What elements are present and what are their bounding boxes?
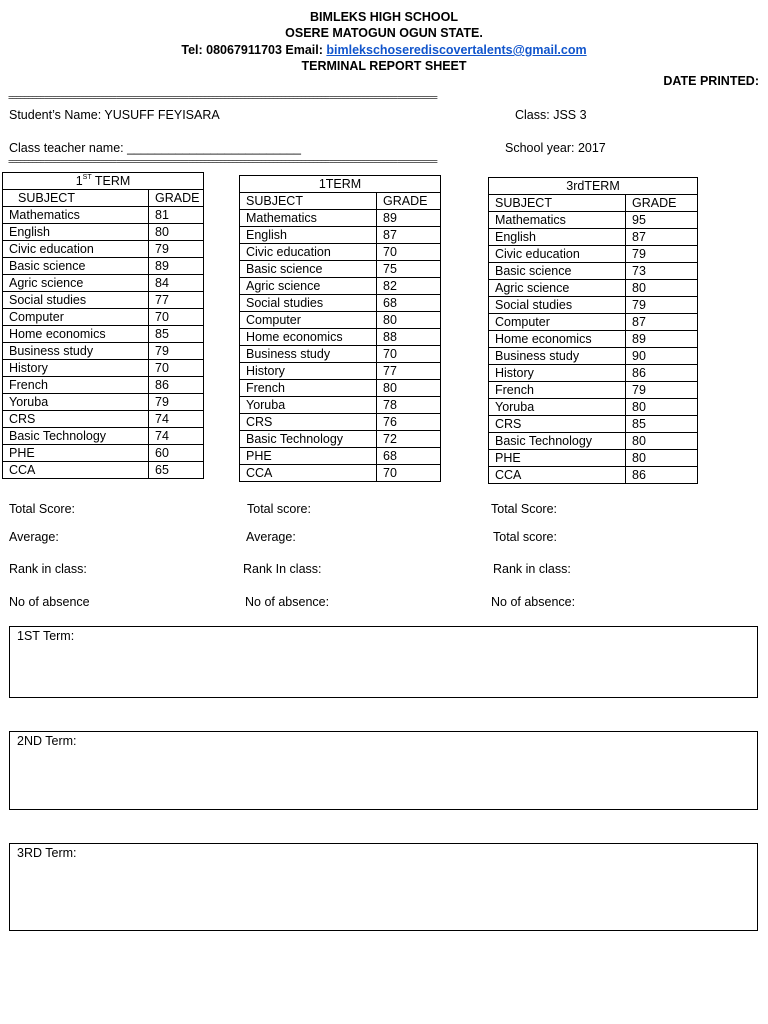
grade-cell: 95 <box>626 212 698 229</box>
subject-cell: Basic science <box>489 263 626 280</box>
grade-cell: 89 <box>377 210 441 227</box>
table-row <box>240 312 441 329</box>
subject-cell: English <box>3 224 149 241</box>
grade-cell: 79 <box>149 241 204 258</box>
student-name: Student’s Name: YUSUFF FEYISARA <box>9 108 220 122</box>
subject-cell: CRS <box>240 414 377 431</box>
subject-cell: Business study <box>489 348 626 365</box>
table-row <box>489 399 698 416</box>
first-term-grades-table <box>2 172 204 479</box>
subject-cell: Business study <box>3 343 149 360</box>
table-row <box>489 263 698 280</box>
subject-cell: Mathematics <box>240 210 377 227</box>
grade-cell: 89 <box>626 331 698 348</box>
table-row <box>3 394 204 411</box>
term-title <box>3 173 204 190</box>
table-row <box>489 433 698 450</box>
table-row <box>489 348 698 365</box>
subject-cell: Computer <box>240 312 377 329</box>
grade-cell: 60 <box>149 445 204 462</box>
subject-cell: History <box>489 365 626 382</box>
grade-cell: 80 <box>377 380 441 397</box>
table-row <box>240 414 441 431</box>
table-row <box>3 445 204 462</box>
school-year: School year: 2017 <box>505 141 606 155</box>
subject-cell: Civic education <box>3 241 149 258</box>
sheet-title: TERMINAL REPORT SHEET <box>301 59 467 73</box>
term2-absence: No of absence: <box>245 595 330 609</box>
table-row <box>240 346 441 363</box>
subject-cell: PHE <box>240 448 377 465</box>
term2-total-score: Total score: <box>247 502 311 516</box>
subject-cell: Basic science <box>3 258 149 275</box>
subject-cell: CCA <box>489 467 626 484</box>
grade-column-header: GRADE <box>626 195 698 212</box>
table-row <box>240 329 441 346</box>
grade-cell: 87 <box>377 227 441 244</box>
subject-column-header: SUBJECT <box>240 193 377 210</box>
first-term-comment-box[interactable] <box>9 626 758 698</box>
subject-cell: Agric science <box>3 275 149 292</box>
table-row <box>3 343 204 360</box>
contact-line <box>0 42 768 58</box>
grade-cell: 73 <box>626 263 698 280</box>
subject-cell: Social studies <box>3 292 149 309</box>
class-label: Class: JSS 3 <box>515 108 587 122</box>
subject-cell: CCA <box>240 465 377 482</box>
table-row <box>240 397 441 414</box>
table-row <box>3 360 204 377</box>
table-row <box>240 244 441 261</box>
subject-cell: Social studies <box>489 297 626 314</box>
second-term-comment-label: 2ND Term: <box>17 734 77 748</box>
table-row <box>489 365 698 382</box>
subject-cell: Agric science <box>240 278 377 295</box>
table-row <box>489 314 698 331</box>
grade-cell: 80 <box>149 224 204 241</box>
grade-cell: 86 <box>626 365 698 382</box>
subject-cell: Mathematics <box>489 212 626 229</box>
grade-cell: 77 <box>149 292 204 309</box>
third-term-grades-table <box>488 177 698 484</box>
table-header-row <box>240 193 441 210</box>
subject-cell: Home economics <box>489 331 626 348</box>
table-row <box>489 331 698 348</box>
subject-cell: Business study <box>240 346 377 363</box>
grade-cell: 79 <box>149 343 204 360</box>
grade-cell: 79 <box>626 297 698 314</box>
subject-cell: PHE <box>3 445 149 462</box>
table-row <box>3 292 204 309</box>
grade-cell: 87 <box>626 229 698 246</box>
term-title-rest: TERM <box>91 173 131 188</box>
table-row <box>489 212 698 229</box>
grade-cell: 68 <box>377 448 441 465</box>
school-name: BIMLEKS HIGH SCHOOL <box>310 10 458 24</box>
term2-average: Average: <box>246 530 296 544</box>
table-row <box>3 258 204 275</box>
table-row <box>240 295 441 312</box>
subject-cell: CRS <box>489 416 626 433</box>
term-title <box>240 176 441 193</box>
subject-cell: Yoruba <box>3 394 149 411</box>
grade-cell: 65 <box>149 462 204 479</box>
grade-cell: 75 <box>377 261 441 278</box>
subject-column-header: SUBJECT <box>489 195 626 212</box>
subject-cell: CRS <box>3 411 149 428</box>
table-row <box>489 246 698 263</box>
table-row <box>489 382 698 399</box>
subject-cell: Agric science <box>489 280 626 297</box>
term-title <box>489 178 698 195</box>
table-row <box>3 377 204 394</box>
grade-cell: 72 <box>377 431 441 448</box>
subject-cell: Yoruba <box>240 397 377 414</box>
subject-cell: Basic Technology <box>240 431 377 448</box>
grade-cell: 88 <box>377 329 441 346</box>
grade-cell: 82 <box>377 278 441 295</box>
table-row <box>489 229 698 246</box>
term3-absence: No of absence: <box>491 595 576 609</box>
term-title-main: 3rdTERM <box>566 178 620 193</box>
grade-cell: 85 <box>149 326 204 343</box>
grade-column-header: GRADE <box>377 193 441 210</box>
grade-cell: 70 <box>149 360 204 377</box>
class-teacher-name: Class teacher name: _________________________ <box>9 141 301 155</box>
email-link[interactable]: bimlekschoserediscovertalents@gmail.com <box>326 43 587 57</box>
grade-cell: 79 <box>626 382 698 399</box>
term2-rank: Rank In class: <box>243 562 322 576</box>
subject-cell: Home economics <box>240 329 377 346</box>
subject-cell: Social studies <box>240 295 377 312</box>
grade-cell: 77 <box>377 363 441 380</box>
term-title-main: 1TERM <box>318 176 362 191</box>
term3-rank: Rank in class: <box>493 562 571 576</box>
table-row <box>3 326 204 343</box>
table-row <box>489 450 698 467</box>
subject-cell: CCA <box>3 462 149 479</box>
table-row <box>3 428 204 445</box>
grade-cell: 70 <box>377 465 441 482</box>
term3-total-score-2: Total score: <box>493 530 557 544</box>
table-row <box>240 363 441 380</box>
table-row <box>240 227 441 244</box>
subject-cell: Basic Technology <box>3 428 149 445</box>
term-title-superscript: ST <box>82 173 92 181</box>
subject-cell: History <box>3 360 149 377</box>
contact-prefix: Tel: 08067911703 Email: <box>181 43 327 57</box>
subject-cell: English <box>489 229 626 246</box>
second-term-grades-table <box>239 175 441 482</box>
grade-cell: 80 <box>377 312 441 329</box>
grade-column-header: GRADE <box>149 190 204 207</box>
separator-bottom: =========================================================================================================== <box>8 158 437 166</box>
table-row <box>489 416 698 433</box>
table-row <box>3 411 204 428</box>
subject-cell: French <box>489 382 626 399</box>
table-row <box>240 278 441 295</box>
grade-cell: 68 <box>377 295 441 312</box>
subject-cell: English <box>240 227 377 244</box>
grade-cell: 85 <box>626 416 698 433</box>
subject-cell: Yoruba <box>489 399 626 416</box>
table-header-row <box>489 195 698 212</box>
grade-cell: 70 <box>377 346 441 363</box>
grade-cell: 78 <box>377 397 441 414</box>
third-term-comment-label: 3RD Term: <box>17 846 77 860</box>
table-row <box>489 467 698 484</box>
term-title-row <box>489 178 698 195</box>
subject-cell: Computer <box>3 309 149 326</box>
subject-cell: History <box>240 363 377 380</box>
table-row <box>489 280 698 297</box>
subject-column-header: SUBJECT <box>3 190 149 207</box>
grade-cell: 86 <box>626 467 698 484</box>
grade-cell: 80 <box>626 399 698 416</box>
subject-cell: Basic science <box>240 261 377 278</box>
grade-cell: 80 <box>626 280 698 297</box>
grade-cell: 70 <box>377 244 441 261</box>
table-row <box>3 241 204 258</box>
term-title-row <box>240 176 441 193</box>
school-address: OSERE MATOGUN OGUN STATE. <box>285 26 483 40</box>
first-term-comment-label: 1ST Term: <box>17 629 75 643</box>
grade-cell: 74 <box>149 411 204 428</box>
subject-cell: Mathematics <box>3 207 149 224</box>
subject-cell: Basic Technology <box>489 433 626 450</box>
term3-total-score: Total Score: <box>491 502 558 516</box>
grade-cell: 80 <box>626 450 698 467</box>
grade-cell: 87 <box>626 314 698 331</box>
grade-cell: 84 <box>149 275 204 292</box>
table-row <box>240 465 441 482</box>
term-title-main: 1 <box>75 173 83 188</box>
term1-rank: Rank in class: <box>9 562 87 576</box>
subject-cell: Computer <box>489 314 626 331</box>
subject-cell: French <box>3 377 149 394</box>
grade-cell: 79 <box>149 394 204 411</box>
grade-cell: 74 <box>149 428 204 445</box>
subject-cell: Civic education <box>240 244 377 261</box>
grade-cell: 79 <box>626 246 698 263</box>
subject-cell: Civic education <box>489 246 626 263</box>
grade-cell: 89 <box>149 258 204 275</box>
date-printed-label: DATE PRINTED: <box>663 74 759 88</box>
subject-cell: PHE <box>489 450 626 467</box>
term-title-row <box>3 173 204 190</box>
term1-absence: No of absence <box>9 595 90 609</box>
table-row <box>240 261 441 278</box>
table-row <box>3 207 204 224</box>
grade-cell: 80 <box>626 433 698 450</box>
table-row <box>240 210 441 227</box>
subject-cell: Home economics <box>3 326 149 343</box>
grade-cell: 90 <box>626 348 698 365</box>
separator-top: =========================================================================================================== <box>8 94 437 102</box>
table-row <box>3 462 204 479</box>
second-term-comment-box[interactable] <box>9 731 758 810</box>
table-row <box>240 431 441 448</box>
grade-cell: 81 <box>149 207 204 224</box>
grade-cell: 86 <box>149 377 204 394</box>
term1-total-score: Total Score: <box>9 502 76 516</box>
subject-cell: French <box>240 380 377 397</box>
table-header-row <box>3 190 204 207</box>
table-row <box>3 275 204 292</box>
table-row <box>240 380 441 397</box>
term1-average: Average: <box>9 530 59 544</box>
table-row <box>3 309 204 326</box>
table-row <box>3 224 204 241</box>
grade-cell: 76 <box>377 414 441 431</box>
table-row <box>240 448 441 465</box>
third-term-comment-box[interactable] <box>9 843 758 931</box>
grade-cell: 70 <box>149 309 204 326</box>
table-row <box>489 297 698 314</box>
